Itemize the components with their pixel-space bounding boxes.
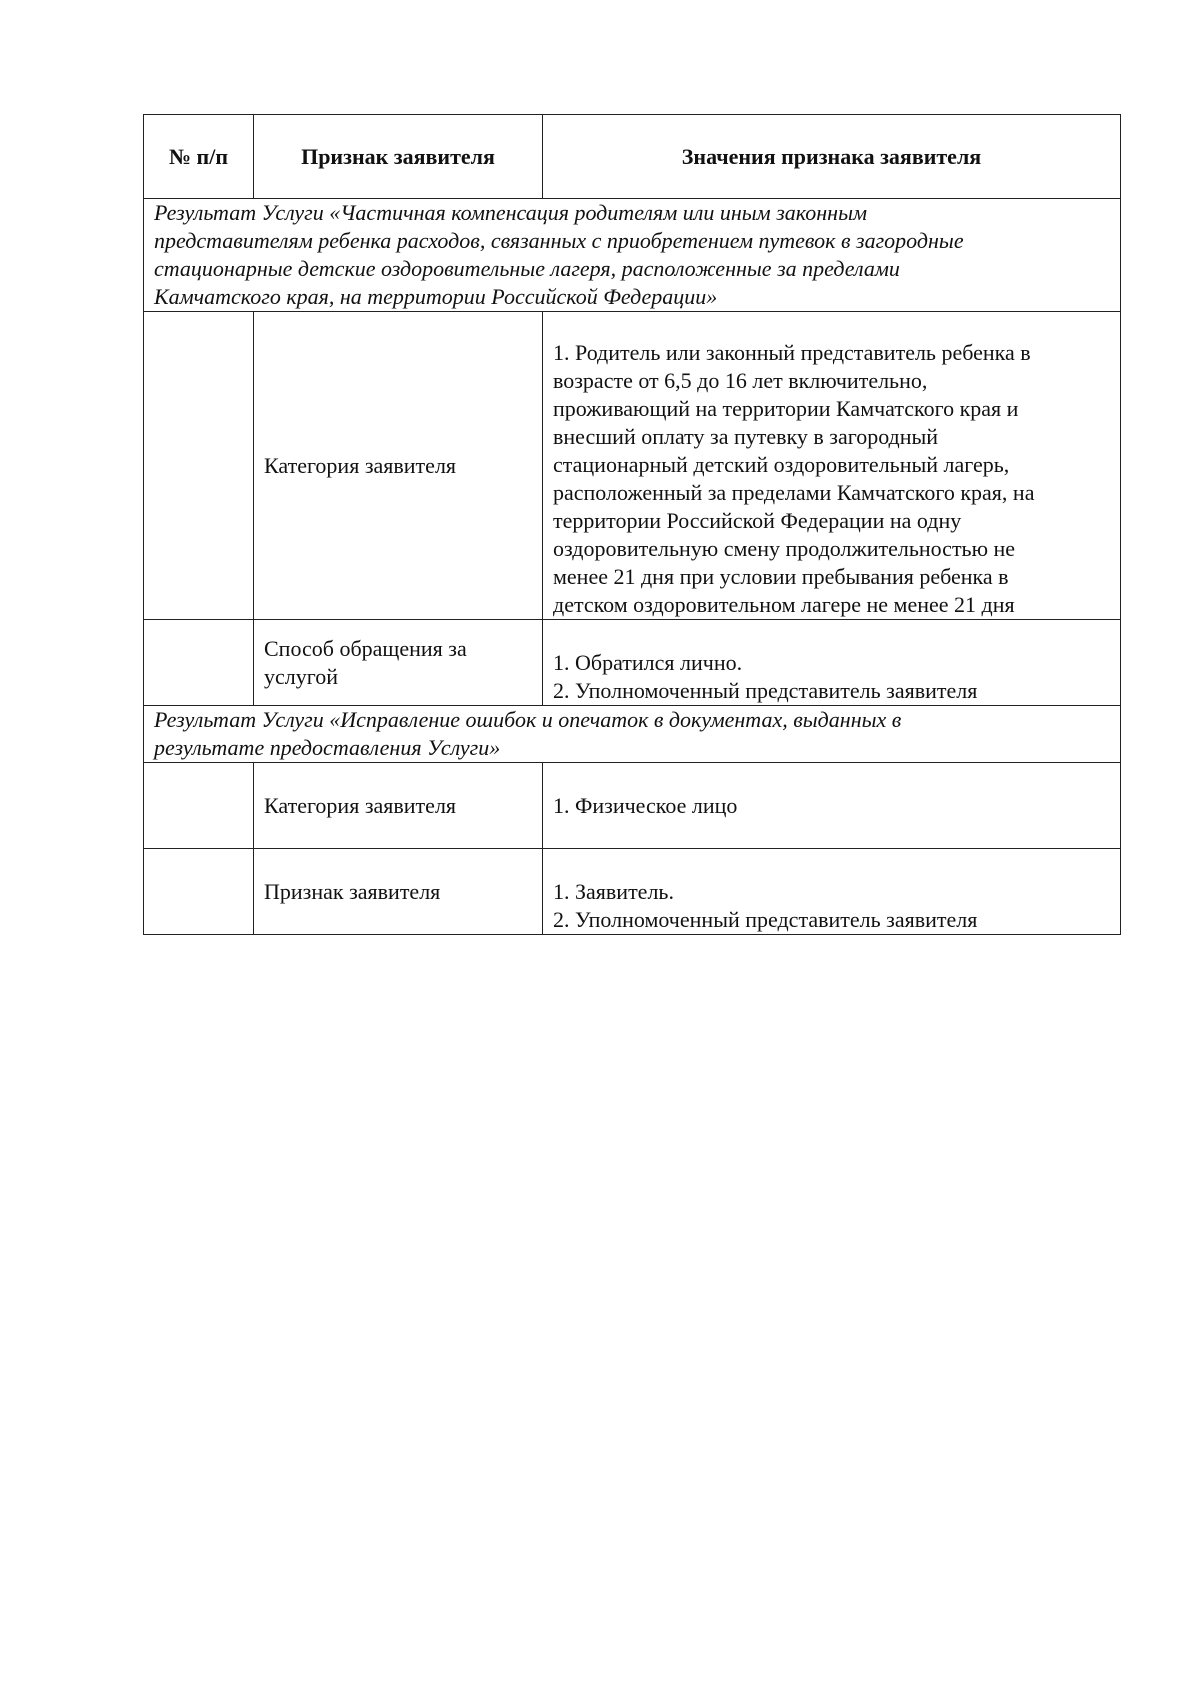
value-line: 1. Родитель или законный представитель ребенка в [553,340,1031,365]
row-attribute [254,763,543,849]
row-value [543,849,1121,935]
table-row [144,849,1121,935]
section-title [144,199,1121,312]
table-row [144,620,1121,706]
value-line: 2. Уполномоченный представитель заявителя [553,678,978,703]
value-line: детском оздоровительном лагере не менее 21 дня [553,592,1015,617]
row-attribute [254,620,543,706]
value-line: стационарный детский оздоровительный лагерь, [553,452,1010,477]
section-title-line: Результат Услуги «Исправление ошибок и опечаток в документах, выданных в [154,707,902,732]
value-line: расположенный за пределами Камчатского края, на [553,480,1035,505]
row-value [543,763,1121,849]
attribute-line: Признак заявителя [264,878,441,904]
attribute-line: Категория заявителя [264,452,457,478]
applicant-attributes-table [143,114,1121,935]
header-number: № п/п [144,115,254,199]
header-attribute: Признак заявителя [254,115,543,199]
value-line: менее 21 дня при условии пребывания ребенка в [553,564,1009,589]
value-line: оздоровительную смену продолжительностью не [553,536,1016,561]
row-value [543,312,1121,620]
section-title-row [144,706,1121,763]
value-line: внесший оплату за путевку в загородный [553,424,939,449]
row-number [144,620,254,706]
value-line: 1. Физическое лицо [553,792,738,818]
section-title [144,706,1121,763]
section-title-line: представителям ребенка расходов, связанных с приобретением путевок в загородные [154,228,964,253]
row-number [144,312,254,620]
section-title-line: результате предоставления Услуги» [154,735,501,760]
section-title-line: Камчатского края, на территории Российской Федерации» [154,284,718,309]
row-number [144,849,254,935]
attribute-line: Категория заявителя [264,792,457,818]
header-values: Значения признака заявителя [543,115,1121,199]
row-value [543,620,1121,706]
table-header-row [144,115,1121,199]
value-line: проживающий на территории Камчатского края и [553,396,1019,421]
table-row [144,763,1121,849]
attribute-line: Способ обращения за [264,635,467,661]
section-title-row [144,199,1121,312]
value-line: 2. Уполномоченный представитель заявителя [553,907,978,932]
row-attribute [254,312,543,620]
table-row [144,312,1121,620]
section-title-line: стационарные детские оздоровительные лагеря, расположенные за пределами [154,256,900,281]
row-attribute [254,849,543,935]
attribute-line: услугой [264,663,338,689]
row-number [144,763,254,849]
section-title-line: Результат Услуги «Частичная компенсация родителям или иным законным [154,200,868,225]
value-line: 1. Обратился лично. [553,650,743,675]
value-line: 1. Заявитель. [553,879,674,904]
value-line: территории Российской Федерации на одну [553,508,962,533]
value-line: возрасте от 6,5 до 16 лет включительно, [553,368,928,393]
